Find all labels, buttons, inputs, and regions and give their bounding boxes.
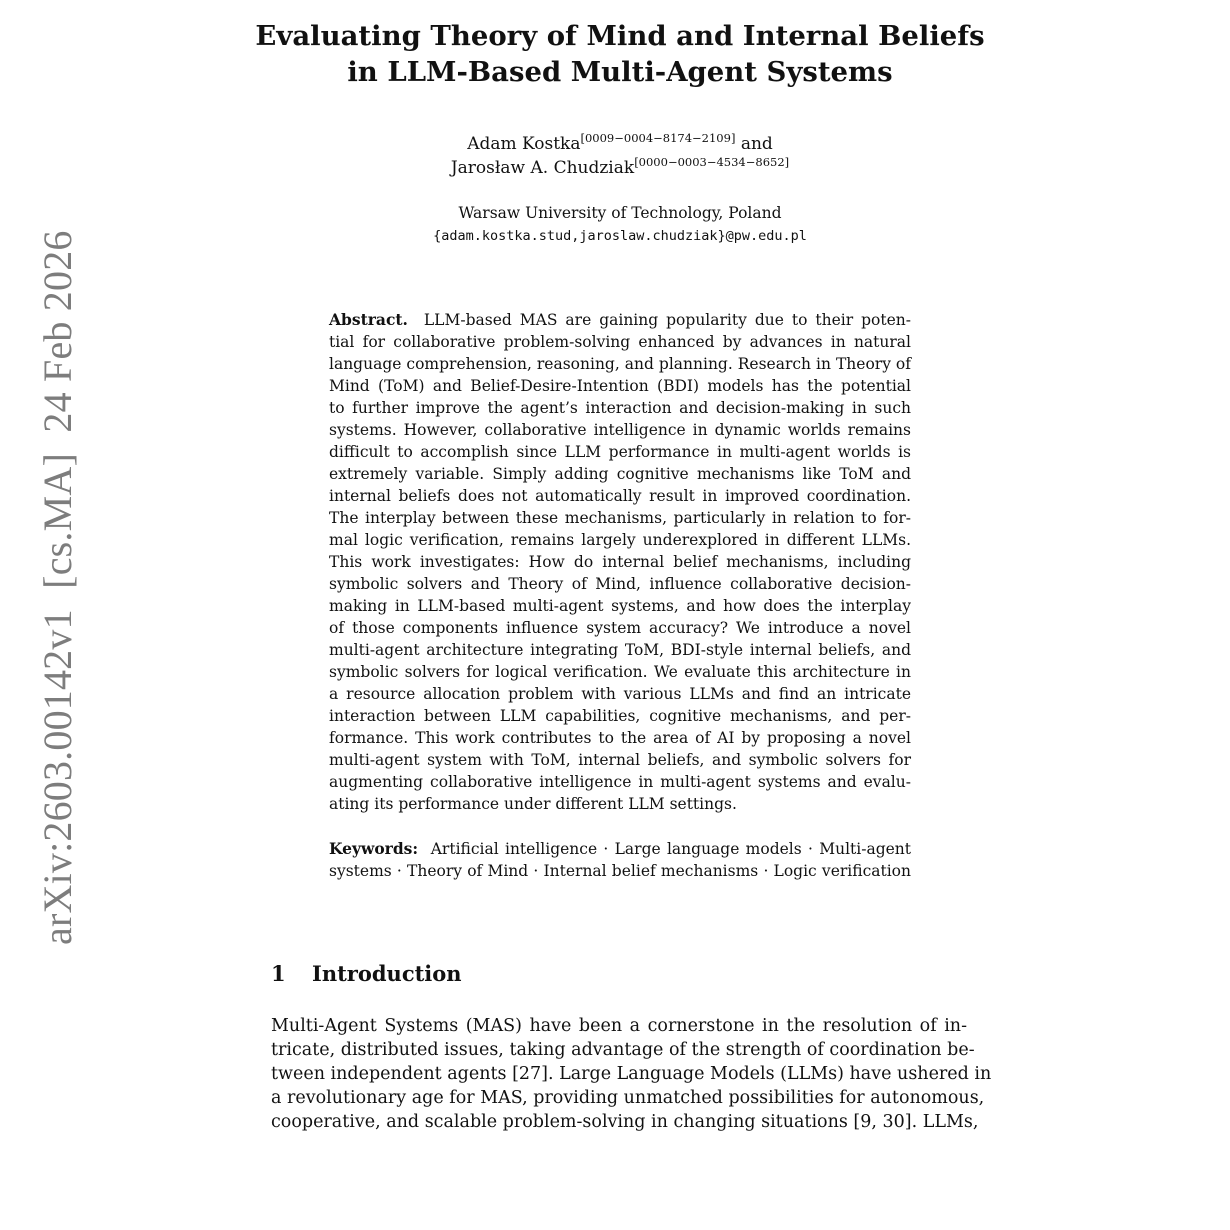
author-block — [300, 132, 940, 180]
abstract-line: symbolic solvers and Theory of Mind, influence collaborative decision- — [329, 575, 911, 593]
keywords-label: Keywords: — [329, 839, 419, 858]
abstract-line: difficult to accomplish since LLM performance in multi-agent worlds is — [329, 443, 911, 461]
abstract-line — [329, 309, 911, 331]
abstract-line: interaction between LLM capabilities, cognitive mechanisms, and per- — [329, 707, 911, 725]
author-email: {adam.kostka.stud,jaroslaw.chudziak}@pw.edu.pl — [433, 228, 807, 244]
section-heading — [271, 961, 462, 986]
author-name: Adam Kostka — [467, 134, 581, 154]
body-paragraph — [271, 1014, 992, 1134]
abstract-line: ating its performance under different LLM settings. — [329, 795, 737, 813]
abstract — [329, 309, 911, 815]
abstract-line: language comprehension, reasoning, and planning. Research in Theory of — [329, 355, 911, 373]
section-number: 1 — [271, 961, 286, 986]
abstract-line: tial for collaborative problem-solving enhanced by advances in natural — [329, 333, 911, 351]
title-line-2: in LLM-Based Multi-Agent Systems — [347, 56, 893, 88]
keywords-text: Artificial intelligence · Large language models · Multi-agent — [430, 840, 912, 858]
keywords — [329, 838, 911, 882]
abstract-line: of those components influence system accuracy? We introduce a novel — [329, 619, 911, 637]
section-title: Introduction — [312, 961, 462, 986]
abstract-line: to further improve the agent’s interaction and decision-making in such — [329, 399, 911, 417]
affiliation-block — [300, 202, 940, 248]
abstract-line: extremely variable. Simply adding cognitive mechanisms like ToM and — [329, 465, 911, 483]
paper-title — [240, 18, 1000, 90]
abstract-line: systems. However, collaborative intelligence in dynamic worlds remains — [329, 421, 911, 439]
abstract-line: This work investigates: How do internal belief mechanisms, including — [329, 553, 911, 571]
keywords-line — [329, 838, 911, 860]
abstract-line: The interplay between these mechanisms, particularly in relation to for- — [329, 509, 911, 527]
abstract-text: LLM-based MAS are gaining popularity due to their poten- — [423, 311, 911, 329]
body-line: tricate, distributed issues, taking advantage of the strength of coordination be- — [271, 1040, 975, 1060]
author-conjunction: and — [735, 134, 773, 154]
abstract-line: mal logic verification, remains largely underexplored in different LLMs. — [329, 531, 911, 549]
affiliation: Warsaw University of Technology, Poland — [458, 204, 782, 222]
keywords-line: systems · Theory of Mind · Internal belief mechanisms · Logic verification — [329, 862, 911, 880]
author-line-2 — [300, 156, 940, 180]
abstract-line: multi-agent system with ToM, internal beliefs, and symbolic solvers for — [329, 751, 911, 769]
abstract-line: multi-agent architecture integrating ToM, BDI-style internal beliefs, and — [329, 641, 911, 659]
abstract-line: Mind (ToM) and Belief-Desire-Intention (BDI) models has the potential — [329, 377, 911, 395]
author-line-1 — [300, 132, 940, 156]
abstract-line: making in LLM-based multi-agent systems, and how does the interplay — [329, 597, 911, 615]
body-line: a revolutionary age for MAS, providing unmatched possibilities for autonomous, — [271, 1088, 985, 1108]
abstract-line: symbolic solvers for logical verification. We evaluate this architecture in — [329, 663, 911, 681]
abstract-line: augmenting collaborative intelligence in multi-agent systems and evalu- — [329, 773, 911, 791]
body-line: tween independent agents [27]. Large Language Models (LLMs) have ushered in — [271, 1064, 992, 1084]
abstract-line: internal beliefs does not automatically result in improved coordination. — [329, 487, 911, 505]
abstract-line: formance. This work contributes to the area of AI by proposing a novel — [329, 729, 911, 747]
title-line-1: Evaluating Theory of Mind and Internal Beliefs — [255, 20, 985, 52]
abstract-label: Abstract. — [329, 310, 408, 329]
author-name: Jarosław A. Chudziak — [450, 158, 635, 178]
orcid-id: [0000−0003−4534−8652] — [634, 155, 790, 169]
orcid-id: [0009−0004−8174−2109] — [580, 131, 736, 145]
arxiv-identifier-stamp: arXiv:2603.00142v1 [cs.MA] 24 Feb 2026 — [35, 230, 80, 945]
body-line: cooperative, and scalable problem-solving in changing situations [9, 30]. LLMs, — [271, 1112, 979, 1132]
abstract-line: a resource allocation problem with various LLMs and find an intricate — [329, 685, 911, 703]
body-line: Multi-Agent Systems (MAS) have been a cornerstone in the resolution of in- — [271, 1016, 967, 1036]
